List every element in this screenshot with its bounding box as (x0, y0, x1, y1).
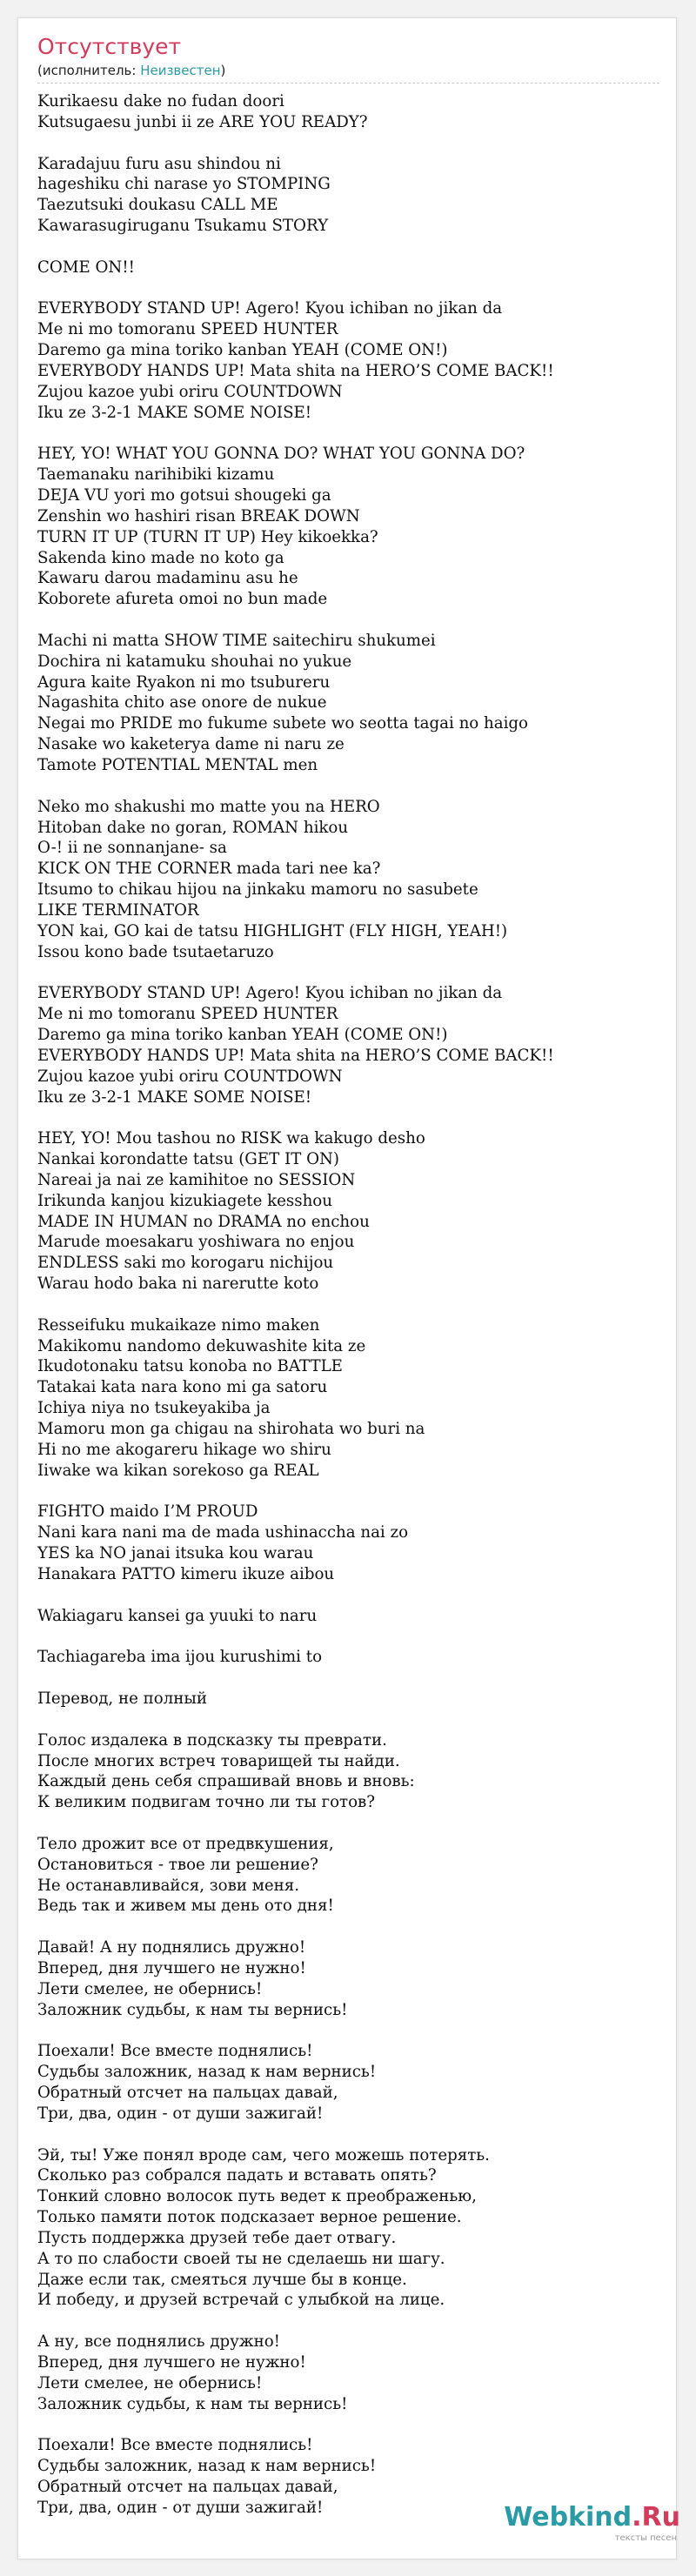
lyric-line: Три, два, один - от души зажигай! (37, 2498, 324, 2517)
lyric-line: Вперед, дня лучшего не нужно! (37, 2352, 306, 2372)
lyric-line: Marude moesakaru yoshiwara no enjou (37, 1233, 355, 1252)
lyric-line: ENDLESS saki mo korogaru nichijou (37, 1254, 334, 1273)
lyric-line: Вперед, дня лучшего не нужно! (37, 1958, 306, 1977)
lyric-line: Nasake wo kaketerya dame ni naru ze (37, 735, 345, 754)
lyric-line: Koborete afureta omoi no bun made (37, 590, 328, 609)
lyric-line: Iku ze 3-2-1 MAKE SOME NOISE! (37, 403, 312, 422)
logo-main: Webkind (504, 2502, 632, 2533)
lyric-line: Только памяти поток подсказает верное решение. (37, 2208, 462, 2227)
lyric-line: Даже если так, смеяться лучше бы в конце. (37, 2270, 407, 2289)
lyric-line: Перевод, не полный (37, 1689, 207, 1708)
lyric-line: Karadajuu furu asu shindou ni (37, 154, 281, 173)
lyric-line: Обратный отсчет на пальцах давай, (37, 2478, 338, 2497)
lyric-line: А ну, все поднялись дружно! (37, 2332, 280, 2352)
lyric-line: Пусть поддержка друзей тебе дает отвагу. (37, 2228, 397, 2247)
lyric-line: Negai mo PRIDE mo fukume subete wo seotta tagai no haigo (37, 714, 528, 733)
lyric-line: Сколько раз собрался падать и вставать опять? (37, 2166, 437, 2185)
lyric-line: Zenshin wo hashiri risan BREAK DOWN (37, 506, 360, 525)
lyric-line: Ikudotonaku tatsu konoba no BATTLE (37, 1357, 343, 1376)
lyric-line (37, 1585, 664, 1606)
lyric-line: Эй, ты! Уже понял вроде сам, чего можешь потерять. (37, 2145, 490, 2165)
lyric-line: Zujou kazoe yubi oriru COUNTDOWN (37, 1067, 343, 1086)
lyric-line: Лети смелее, не обернись! (37, 2373, 263, 2392)
lyric-line: Itsumo to chikau hijou na jinkaku mamoru no sasubete (37, 880, 478, 900)
lyric-line: hageshiku chi narase yo STOMPING (37, 175, 331, 194)
artist-prefix: (исполнитель: (37, 63, 141, 78)
lyric-line (37, 1482, 664, 1502)
lyric-line (37, 1917, 664, 1937)
lyric-line: EVERYBODY STAND UP! Agero! Kyou ichiban no jikan da (37, 984, 503, 1003)
lyric-line: Ichiya niya no tsukeyakiba ja (37, 1399, 271, 1418)
lyric-line: Daremo ga mina toriko kanban YEAH (COME ON!) (37, 341, 448, 360)
logo-caption: тексты песен (614, 2533, 677, 2543)
lyric-line: Zujou kazoe yubi oriru COUNTDOWN (37, 382, 343, 401)
lyric-line (37, 133, 664, 154)
lyric-line: Irikunda kanjou kizukiagete kesshou (37, 1191, 332, 1210)
artist-suffix: ) (220, 63, 226, 78)
lyric-line: Kutsugaesu junbi ii ze ARE YOU READY? (37, 112, 368, 131)
lyric-line: Каждый день себя спрашивай вновь и вновь: (37, 1772, 415, 1791)
lyric-line: KICK ON THE CORNER mada tari nee ka? (37, 860, 381, 879)
lyric-line: Nagashita chito ase onore de nukue (37, 693, 327, 713)
lyric-line: Makikomu nandomo dekuwashite kita ze (37, 1336, 366, 1355)
lyric-line: Tachiagareba ima ijou kurushimi to (37, 1648, 323, 1667)
lyric-line: Ведь так и живем мы день ото дня! (37, 1897, 334, 1916)
lyric-line: Taemanaku narihibiki kizamu (37, 465, 275, 485)
lyric-line: Hitoban dake no goran, ROMAN hikou (37, 818, 349, 837)
lyric-line: Tamote POTENTIAL MENTAL men (37, 756, 318, 774)
lyric-line (37, 1626, 664, 1647)
site-logo[interactable] (504, 2504, 680, 2532)
lyric-line: А то по слабости своей ты не сделаешь ни шагу. (37, 2249, 445, 2268)
lyric-line: Issou kono bade tsutaetaruzo (37, 942, 274, 961)
lyric-line: Agura kaite Ryakon ni mo tsubureru (37, 672, 331, 692)
lyric-line: Судьбы заложник, назад к нам вернись! (37, 2063, 377, 2082)
lyric-line: YES ka NO janai itsuka kou warau (37, 1544, 314, 1563)
lyric-line: EVERYBODY STAND UP! Agero! Kyou ichiban no jikan da (37, 299, 503, 318)
lyrics-text (37, 91, 664, 2519)
lyric-line: TURN IT UP (TURN IT UP) Hey kikoekka? (37, 527, 378, 546)
lyric-line: DEJA VU yori mo gotsui shougeki ga (37, 486, 331, 505)
lyric-line: Поехали! Все вместе поднялись! (37, 2042, 313, 2061)
lyric-line: Голос издалека в подсказку ты преврати. (37, 1730, 387, 1750)
lyric-line: Kawarasugiruganu Tsukamu STORY (37, 217, 329, 236)
lyric-line: Лети смелее, не обернись! (37, 1979, 263, 1998)
lyric-line: Kawaru darou madaminu asu he (37, 569, 298, 588)
lyric-line: Обратный отсчет на пальцах давай, (37, 2084, 338, 2102)
lyric-line: Nareai ja nai ze kamihitoe no SESSION (37, 1170, 356, 1189)
song-header (37, 34, 673, 84)
lyric-line (37, 1295, 664, 1315)
lyric-line (37, 424, 664, 445)
lyric-line (37, 2020, 664, 2041)
lyric-line: HEY, YO! WHAT YOU GONNA DO? WHAT YOU GONNA DO? (37, 445, 525, 464)
lyric-line: Заложник судьбы, к нам ты вернись! (37, 2394, 348, 2413)
lyric-line: Nankai korondatte tatsu (GET IT ON) (37, 1150, 340, 1169)
lyric-line: Поехали! Все вместе поднялись! (37, 2436, 313, 2455)
lyric-line: Остановиться - твое ли решение? (37, 1855, 318, 1874)
lyric-line: O-! ii ne sonnanjane- sa (37, 839, 227, 858)
lyric-line: Iku ze 3-2-1 MAKE SOME NOISE! (37, 1087, 312, 1107)
lyric-line: Hi no me akogareru hikage wo shiru (37, 1440, 331, 1459)
lyric-line: Давай! А ну поднялись дружно! (37, 1938, 306, 1957)
lyric-line: Wakiagaru kansei ga yuuki to naru (37, 1606, 318, 1625)
song-title: Отсутствует (37, 34, 182, 59)
lyric-line: Три, два, один - от души зажигай! (37, 2104, 324, 2123)
lyric-line: Тонкий словно волосок путь ведет к преображенью, (37, 2187, 477, 2206)
lyric-line: Iiwake wa kikan sorekoso ga REAL (37, 1461, 319, 1480)
lyric-line: HEY, YO! Mou tashou no RISK wa kakugo desho (37, 1129, 425, 1148)
lyric-line: MADE IN HUMAN no DRAMA no enchou (37, 1212, 370, 1231)
artist-link[interactable]: Неизвестен (140, 63, 221, 78)
lyric-line (37, 776, 664, 797)
lyric-line: Daremo ga mina toriko kanban YEAH (COME ON!) (37, 1025, 448, 1044)
header-divider (37, 83, 659, 84)
lyric-line: EVERYBODY HANDS UP! Mata shita na HERO’S COME BACK!! (37, 1046, 554, 1065)
lyric-line (37, 1107, 664, 1128)
lyric-line: FIGHTO maido I’M PROUD (37, 1502, 258, 1522)
lyric-line: Не останавливайся, зови меня. (37, 1876, 300, 1895)
lyric-line (37, 1813, 664, 1834)
lyric-line: Судьбы заложник, назад к нам вернись! (37, 2457, 377, 2476)
lyric-line: Tatakai kata nara kono mi ga satoru (37, 1378, 328, 1397)
lyric-line: Me ni mo tomoranu SPEED HUNTER (37, 1005, 338, 1024)
lyric-line: И победу, и друзей встречай с улыбкой на лице. (37, 2291, 445, 2310)
lyric-line: COME ON!! (37, 258, 135, 277)
lyric-line: Resseifuku mukaikaze nimo maken (37, 1315, 320, 1335)
lyric-line: YON kai, GO kai de tatsu HIGHLIGHT (FLY HIGH, YEAH!) (37, 921, 508, 940)
lyric-line (37, 962, 664, 983)
lyric-line: Nani kara nani ma de mada ushinaccha nai zo (37, 1523, 409, 1542)
lyric-line (37, 610, 664, 631)
lyric-line: Заложник судьбы, к нам ты вернись! (37, 2000, 348, 2019)
lyric-line (37, 2311, 664, 2332)
lyric-line (37, 2124, 664, 2145)
lyric-line: Neko mo shakushi mo matte you na HERO (37, 797, 380, 816)
lyric-line: Taezutsuki doukasu CALL ME (37, 196, 278, 215)
lyric-line: Kurikaesu dake no fudan doori (37, 92, 284, 110)
lyric-line: EVERYBODY HANDS UP! Mata shita na HERO’S COME BACK!! (37, 361, 554, 380)
lyric-line (37, 278, 664, 299)
lyric-line: После многих встреч товарищей ты найди. (37, 1751, 400, 1770)
artist-line (37, 62, 673, 79)
lyric-line: Warau hodo baka ni narerutte koto (37, 1275, 319, 1294)
lyric-line: Тело дрожит все от предвкушения, (37, 1834, 334, 1853)
lyric-line: Me ni mo tomoranu SPEED HUNTER (37, 320, 338, 339)
logo-tld: .Ru (632, 2502, 680, 2533)
lyric-line: Hanakara PATTO kimeru ikuze aibou (37, 1564, 335, 1583)
lyric-line: Sakenda kino made no koto ga (37, 548, 284, 567)
lyric-line: Mamoru mon ga chigau na shirohata wo buri na (37, 1420, 425, 1438)
lyric-line: LIKE TERMINATOR (37, 900, 199, 920)
lyric-line (37, 1710, 664, 1730)
lyric-line (37, 237, 664, 258)
lyric-line (37, 2415, 664, 2436)
lyric-line: Machi ni matta SHOW TIME saitechiru shukumei (37, 631, 436, 650)
lyric-line: Dochira ni katamuku shouhai no yukue (37, 652, 352, 671)
lyric-line: К великим подвигам точно ли ты готов? (37, 1793, 376, 1812)
lyric-line (37, 1668, 664, 1689)
lyrics-card (17, 17, 677, 2559)
